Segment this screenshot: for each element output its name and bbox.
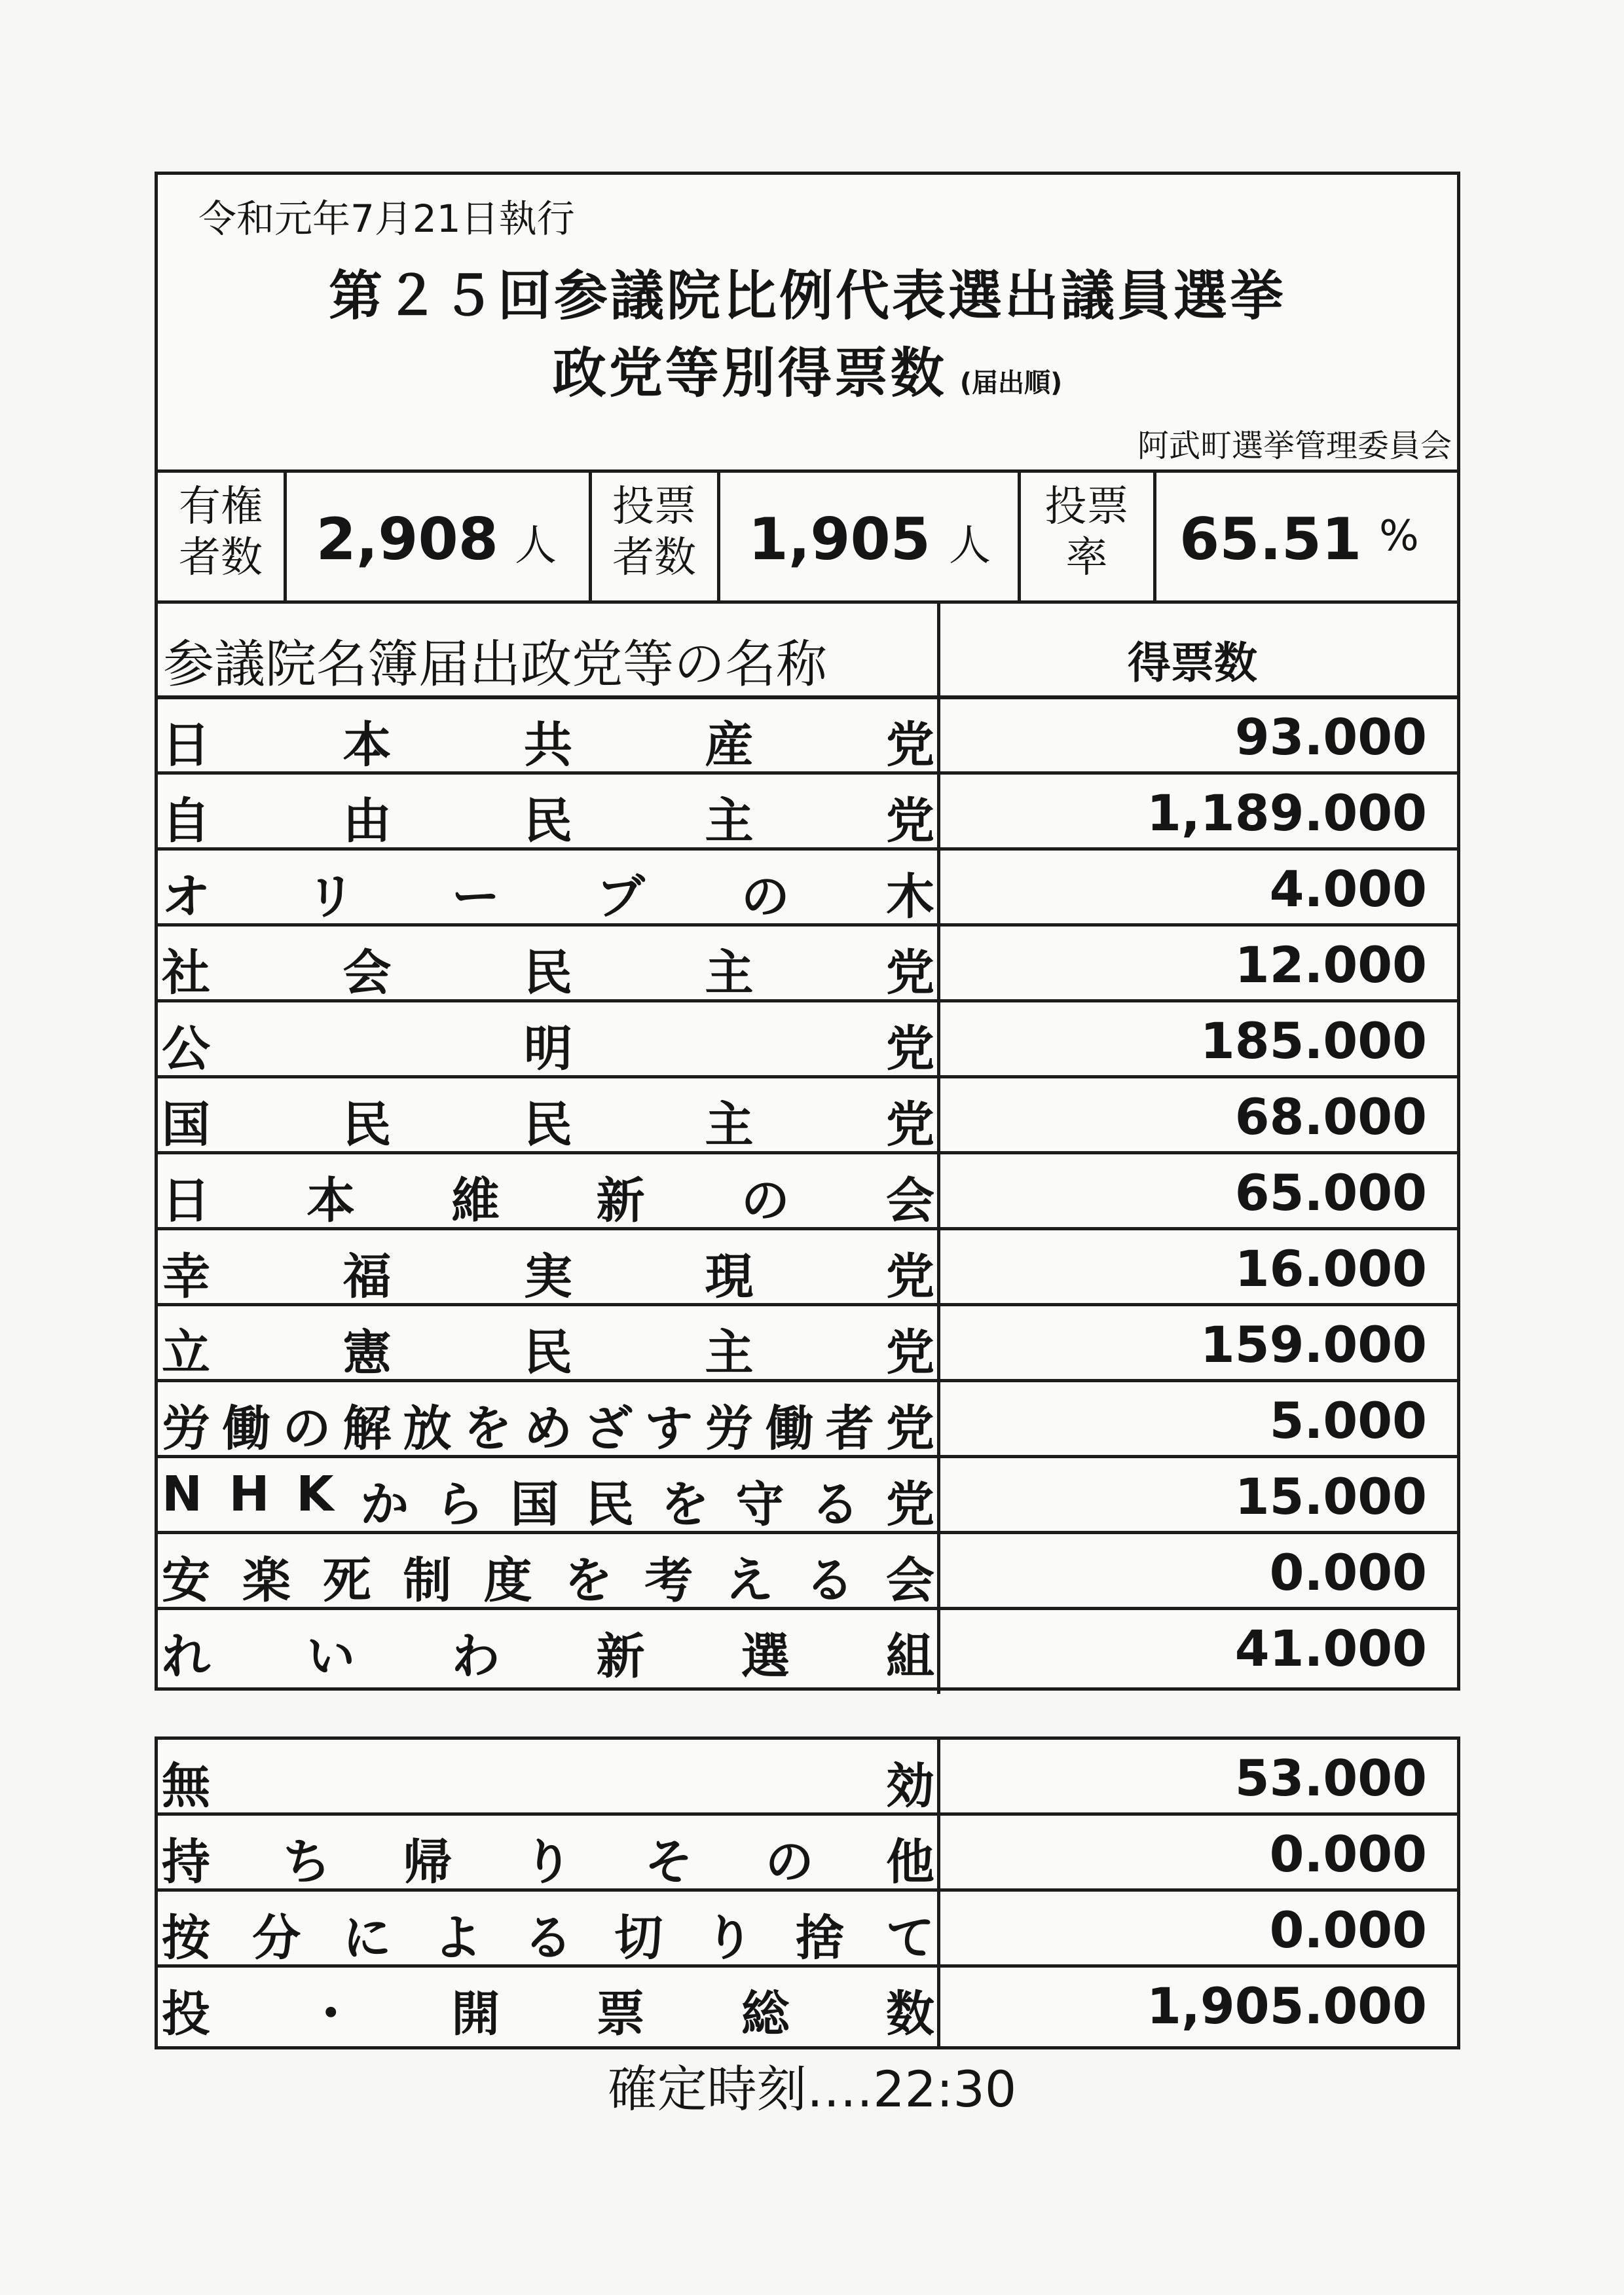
party-name: 按 分 に よ る 切 り 捨 て <box>162 1910 934 1966</box>
eligible-unit: 人 <box>515 522 557 570</box>
party-name: 自 由 民 主 党 <box>162 793 934 849</box>
divider <box>717 469 720 600</box>
table-row <box>158 1740 1457 1816</box>
party-name: 持 ち 帰 り そ の 他 <box>162 1834 934 1890</box>
rate-label-line2: 率 <box>1065 534 1108 582</box>
election-title: 第２５回参議院比例代表選出議員選挙 <box>328 265 1286 327</box>
election-date: 令和元年7月21日執行 <box>198 196 575 241</box>
vote-count: 5.000 <box>1269 1391 1427 1450</box>
party-name: オ リ ー ブ の 木 <box>162 869 934 925</box>
party-table <box>158 699 1457 1686</box>
table-title <box>158 331 1457 407</box>
table-title-text: 政党等別得票数 <box>552 342 947 405</box>
party-name: れ い わ 新 選 組 <box>162 1628 934 1685</box>
party-name: N H K か ら 国 民 を 守 る 党 <box>162 1466 934 1533</box>
results-frame <box>155 172 1460 1691</box>
vote-count: 0.000 <box>1269 1901 1427 1959</box>
rate-label-line1: 投票 <box>1044 483 1129 531</box>
divider <box>158 469 1457 473</box>
vote-count: 0.000 <box>1269 1543 1427 1602</box>
table-row <box>158 1154 1457 1230</box>
vote-count: 12.000 <box>1234 936 1427 994</box>
committee-name: 阿武町選挙管理委員会 <box>1137 428 1452 464</box>
vote-count: 53.000 <box>1234 1749 1427 1807</box>
table-title-note: (届出順) <box>959 368 1063 398</box>
vote-count: 65.000 <box>1234 1164 1427 1222</box>
table-row <box>158 1382 1457 1458</box>
table-row <box>158 1610 1457 1686</box>
vote-count: 41.000 <box>1234 1619 1427 1678</box>
voters-label-line1: 投票 <box>612 483 696 531</box>
table-row <box>158 775 1457 851</box>
vote-count: 1,905.000 <box>1147 1977 1427 2035</box>
voters-unit: 人 <box>949 522 991 570</box>
party-name: 公 明 党 <box>162 1021 934 1077</box>
table-row <box>158 1230 1457 1306</box>
divider <box>158 600 1457 604</box>
rate-unit: % <box>1379 512 1419 560</box>
table-row <box>158 1816 1457 1892</box>
vote-count: 185.000 <box>1200 1012 1427 1070</box>
vote-count: 68.000 <box>1234 1088 1427 1146</box>
table-row <box>158 1534 1457 1610</box>
votes-header: 得票数 <box>1128 638 1257 688</box>
confirmed-time: 確定時刻‥‥22:30 <box>607 2060 1017 2118</box>
party-name: 日 本 共 産 党 <box>162 717 934 773</box>
table-row <box>158 699 1457 775</box>
eligible-label-line1: 有権 <box>179 483 263 531</box>
party-name: 安 楽 死 制 度 を 考 え る 会 <box>162 1552 934 1609</box>
vote-count: 159.000 <box>1200 1315 1427 1374</box>
voters-value: 1,905 <box>748 505 931 573</box>
table-row <box>158 1892 1457 1968</box>
party-name: 日 本 維 新 の 会 <box>162 1173 934 1229</box>
party-name: 無 効 <box>162 1758 934 1814</box>
eligible-value: 2,908 <box>316 505 498 573</box>
divider <box>284 469 287 600</box>
totals-table <box>158 1740 1457 2044</box>
table-row <box>158 927 1457 1002</box>
party-name: 国 民 民 主 党 <box>162 1097 934 1153</box>
vote-count: 4.000 <box>1269 860 1427 918</box>
table-row <box>158 1458 1457 1534</box>
vote-count: 93.000 <box>1234 708 1427 766</box>
table-row <box>158 1306 1457 1382</box>
table-row <box>158 1002 1457 1078</box>
table-row <box>158 1078 1457 1154</box>
table-row <box>158 1968 1457 2044</box>
party-name: 投 ・ 開 票 総 数 <box>162 1986 934 2042</box>
rate-value: 65.51 <box>1179 505 1362 573</box>
eligible-label <box>158 481 284 583</box>
eligible-label-line2: 者数 <box>179 534 263 582</box>
rate-label <box>1020 481 1153 583</box>
party-name: 立 憲 民 主 党 <box>162 1325 934 1381</box>
totals-frame <box>155 1736 1460 2049</box>
party-name: 社 会 民 主 党 <box>162 945 934 1001</box>
vote-count: 16.000 <box>1234 1239 1427 1298</box>
party-name: 幸 福 実 現 党 <box>162 1249 934 1305</box>
voters-label <box>591 481 717 583</box>
vote-count: 1,189.000 <box>1147 784 1427 842</box>
voters-label-line2: 者数 <box>612 534 696 582</box>
vote-count: 0.000 <box>1269 1825 1427 1883</box>
vote-count: 15.000 <box>1234 1467 1427 1526</box>
party-name: 労 働 の 解 放 を め ざ す 労 働 者 党 <box>162 1401 934 1457</box>
party-name-header: 参議院名簿届出政党等の名称 <box>163 635 828 694</box>
table-row <box>158 851 1457 927</box>
divider <box>1153 469 1156 600</box>
